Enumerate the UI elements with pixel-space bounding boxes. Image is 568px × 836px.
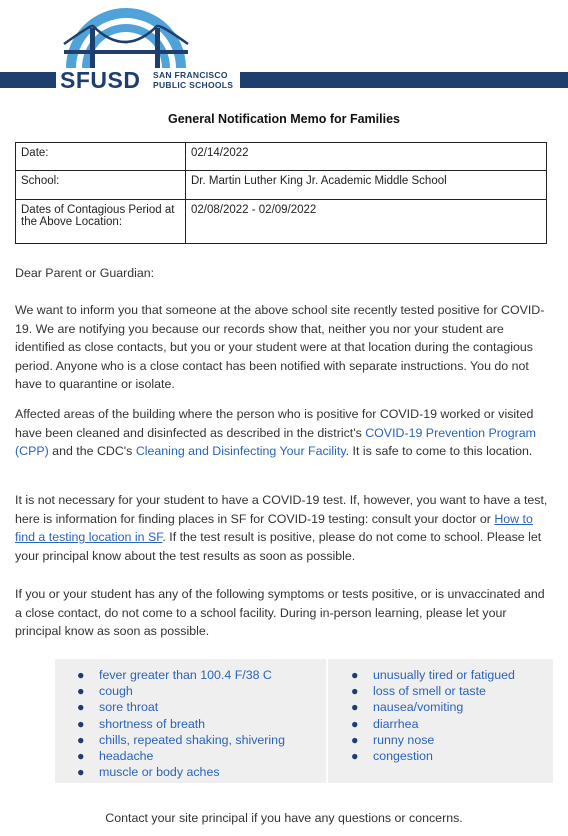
symptom-text: muscle or body aches bbox=[99, 765, 220, 780]
symptom-text: congestion bbox=[373, 749, 433, 764]
symptom-text: fever greater than 100.4 F/38 C bbox=[99, 668, 272, 682]
bullet-icon: ● bbox=[77, 749, 85, 764]
testing-location-link[interactable]: How to find a testing location in SF bbox=[15, 511, 533, 545]
paragraph-cleaning-text-1: Affected areas of the building where the person who is positive for COVID-19 worked or visited have been cleaned and disinfected as described in the district's bbox=[15, 407, 534, 440]
cdc-cleaning-link[interactable]: Cleaning and Disinfecting Your Facility bbox=[135, 444, 346, 459]
list-item bbox=[351, 667, 515, 683]
logo-subtitle-line2: PUBLIC SCHOOLS bbox=[153, 80, 234, 90]
bullet-icon: ● bbox=[351, 716, 359, 731]
list-item bbox=[77, 764, 285, 780]
symptom-text: nausea/vomiting bbox=[373, 700, 464, 715]
contagious-period-value: 02/08/2022 - 02/09/2022 bbox=[186, 200, 547, 244]
logo-subtitle-line1: SAN FRANCISCO bbox=[153, 70, 228, 80]
bullet-icon: ● bbox=[77, 700, 85, 715]
symptom-text: headache bbox=[99, 749, 154, 764]
footer-contact: Contact your site principal if you have any questions or concerns. bbox=[105, 811, 463, 825]
symptom-text: diarrhea bbox=[373, 716, 419, 731]
list-item bbox=[351, 732, 515, 748]
bullet-icon: ● bbox=[351, 732, 359, 747]
bullet-icon: ● bbox=[351, 668, 359, 682]
list-item bbox=[77, 748, 285, 764]
list-item bbox=[351, 683, 515, 699]
bullet-icon: ● bbox=[77, 684, 85, 699]
symptom-text: unusually tired or fatigued bbox=[373, 668, 515, 682]
paragraph-testing-text-1: It is not necessary for your student to have a COVID-19 test. If, however, you want to have a test, here is information for finding places in SF for COVID-19 testing: consult your doctor or bbox=[15, 493, 548, 526]
logo-wordmark: SFUSD bbox=[60, 67, 141, 93]
symptoms-box bbox=[55, 659, 553, 783]
list-item bbox=[351, 699, 515, 715]
symptom-text: loss of smell or taste bbox=[373, 684, 486, 699]
table-row bbox=[16, 143, 547, 171]
list-item bbox=[77, 699, 285, 715]
bullet-icon: ● bbox=[77, 765, 85, 780]
bullet-icon: ● bbox=[351, 700, 359, 715]
symptom-text: chills, repeated shaking, shivering bbox=[99, 732, 285, 747]
symptoms-column-right bbox=[351, 667, 515, 764]
bullet-icon: ● bbox=[351, 684, 359, 699]
list-item bbox=[77, 683, 285, 699]
symptom-text: cough bbox=[99, 684, 133, 699]
list-item bbox=[77, 732, 285, 748]
memo-title: General Notification Memo for Families bbox=[168, 112, 400, 126]
paragraph-testing-text-2: . If the test result is positive, please do not come to school. Please let your principal know about the test results as soon as possible. bbox=[15, 530, 542, 563]
symptoms-column-left bbox=[77, 667, 285, 780]
date-value: 02/14/2022 bbox=[186, 143, 547, 171]
greeting: Dear Parent or Guardian: bbox=[15, 266, 155, 280]
table-row bbox=[16, 200, 547, 244]
cpp-link[interactable]: COVID-19 Prevention Program (CPP) bbox=[15, 425, 537, 459]
paragraph-cleaning-text-2: and the CDC's bbox=[48, 444, 136, 459]
list-item bbox=[351, 748, 515, 764]
bullet-icon: ● bbox=[77, 716, 85, 731]
header-band-right bbox=[240, 72, 568, 88]
bullet-icon: ● bbox=[351, 749, 359, 764]
paragraph-symptoms-intro: If you or your student has any of the following symptoms or tests positive, or is unvaccinated and a close contact, do not come to a school facility. During in-person learning, please let your principal know as soon as possible. bbox=[15, 587, 545, 639]
header-band-left bbox=[0, 72, 56, 88]
info-table bbox=[15, 142, 547, 244]
bullet-icon: ● bbox=[77, 668, 85, 682]
school-value: Dr. Martin Luther King Jr. Academic Middle School bbox=[186, 171, 547, 200]
paragraph-testing bbox=[15, 491, 549, 565]
school-label: School: bbox=[16, 171, 186, 200]
symptom-text: sore throat bbox=[99, 700, 159, 715]
bullet-icon: ● bbox=[77, 732, 85, 747]
table-row bbox=[16, 171, 547, 200]
symptom-text: shortness of breath bbox=[99, 716, 206, 731]
list-item bbox=[77, 716, 285, 732]
symptoms-divider bbox=[326, 659, 328, 783]
paragraph-notification: We want to inform you that someone at the above school site recently tested positive for COVID-19. We are notifying you because our records show that, neither you nor your student are identified as close contacts, but you or your student were at that location during the contagious period. Anyone who is a close contact has been notified with separate instructions. You do not have to quarantine or isolate. bbox=[15, 303, 545, 392]
list-item bbox=[351, 716, 515, 732]
list-item bbox=[77, 667, 285, 683]
contagious-period-label: Dates of Contagious Period at the Above Location: bbox=[16, 200, 186, 244]
logo-subtitle bbox=[153, 70, 233, 90]
paragraph-cleaning bbox=[15, 405, 549, 461]
symptom-text: runny nose bbox=[373, 732, 435, 747]
date-label: Date: bbox=[16, 143, 186, 171]
paragraph-cleaning-text-3: . It is safe to come to this location. bbox=[345, 444, 533, 459]
